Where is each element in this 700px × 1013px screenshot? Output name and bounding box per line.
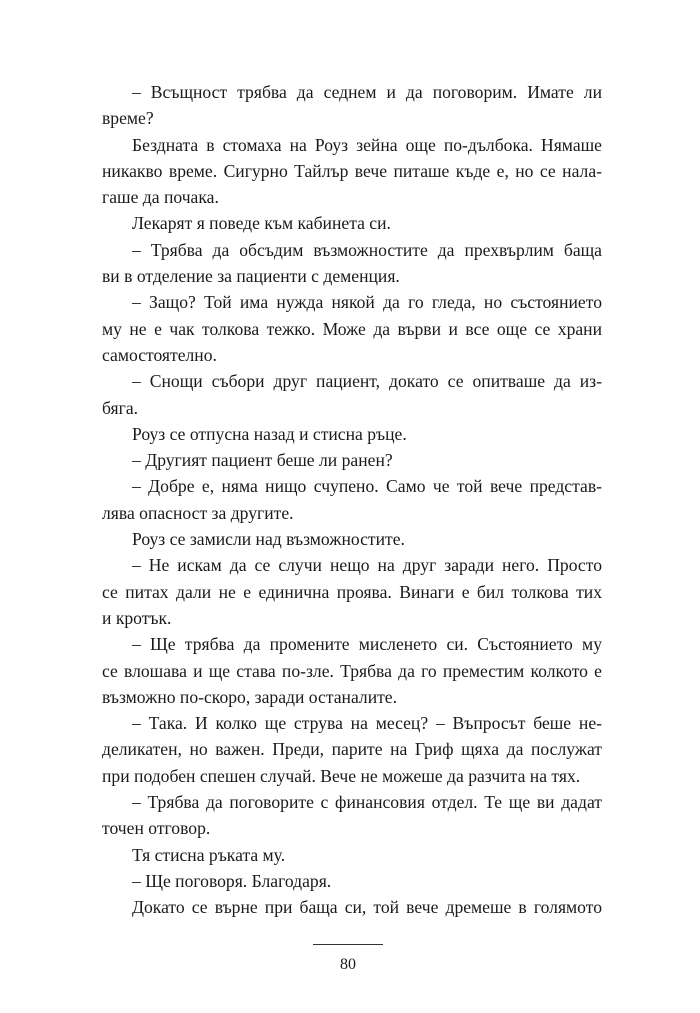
text-line: се влошава и ще става по-зле. Трябва да го преместим колкото е — [102, 660, 602, 681]
text-line: и кротък. — [102, 607, 172, 628]
text-line: Роуз се замисли над възможностите. — [132, 529, 405, 550]
text-line: деликатен, но важен. Преди, парите на Гриф щяха да послужат — [102, 739, 602, 760]
text-line: – Защо? Той има нужда някой да го гледа, но състоянието — [132, 292, 602, 313]
text-line: гаше да почака. — [102, 187, 219, 208]
text-line: – Не искам да се случи нещо на друг заради него. Просто — [132, 555, 602, 576]
text-line: – Ще поговоря. Благодаря. — [132, 870, 332, 891]
text-line: – Всъщност трябва да седнем и да поговорим. Имате ли — [132, 82, 602, 102]
text-line: време? — [102, 108, 154, 129]
text-line: точен отговор. — [102, 818, 211, 839]
text-line: – Снощи събори друг пациент, докато се опитваше да из- — [132, 371, 602, 392]
text-line: бяга. — [102, 397, 139, 418]
text-line: – Трябва да поговорите с финансовия отдел. Те ще ви дадат — [132, 792, 602, 813]
text-line: лява опасност за другите. — [102, 502, 294, 523]
text-line: възможно по-скоро, заради останалите. — [102, 686, 398, 707]
text-line: ви в отделение за пациенти с деменция. — [102, 266, 400, 287]
text-line: Лекарят я поведе към кабинета си. — [132, 213, 391, 234]
text-line: при подобен спешен случай. Вече не можеше да разчита на тях. — [102, 765, 581, 786]
footer-rule — [313, 944, 383, 945]
text-line: Бездната в стомаха на Роуз зейна още по-дълбока. Нямаше — [132, 134, 602, 155]
text-line: му не е чак толкова тежко. Може да върви и все още се храни — [102, 318, 602, 339]
text-line: никакво време. Сигурно Тайлър вече питаше къде е, но се нала- — [102, 160, 602, 181]
text-line: се питах дали не е единична проява. Винаги е бил толкова тих — [102, 581, 602, 602]
text-line: самостоятелно. — [102, 344, 217, 365]
text-line: – Така. И колко ще струва на месец? – Въпросът беше не- — [132, 713, 602, 734]
text-line: Роуз се отпусна назад и стисна ръце. — [132, 423, 407, 444]
text-line: Докато се върне при баща си, той вече дремеше в голямото — [132, 897, 602, 918]
page-number: 80 — [340, 956, 356, 973]
text-line: – Добре е, няма нищо счупено. Само че той вече представ- — [132, 476, 602, 497]
text-line: – Ще трябва да промените мисленето си. Състоянието му — [132, 634, 602, 655]
text-line: – Другият пациент беше ли ранен? — [132, 450, 393, 471]
text-line: Тя стисна ръката му. — [132, 844, 286, 865]
text-line: – Трябва да обсъдим възможностите да прехвърлим баща — [132, 239, 602, 260]
body-text — [102, 79, 602, 921]
